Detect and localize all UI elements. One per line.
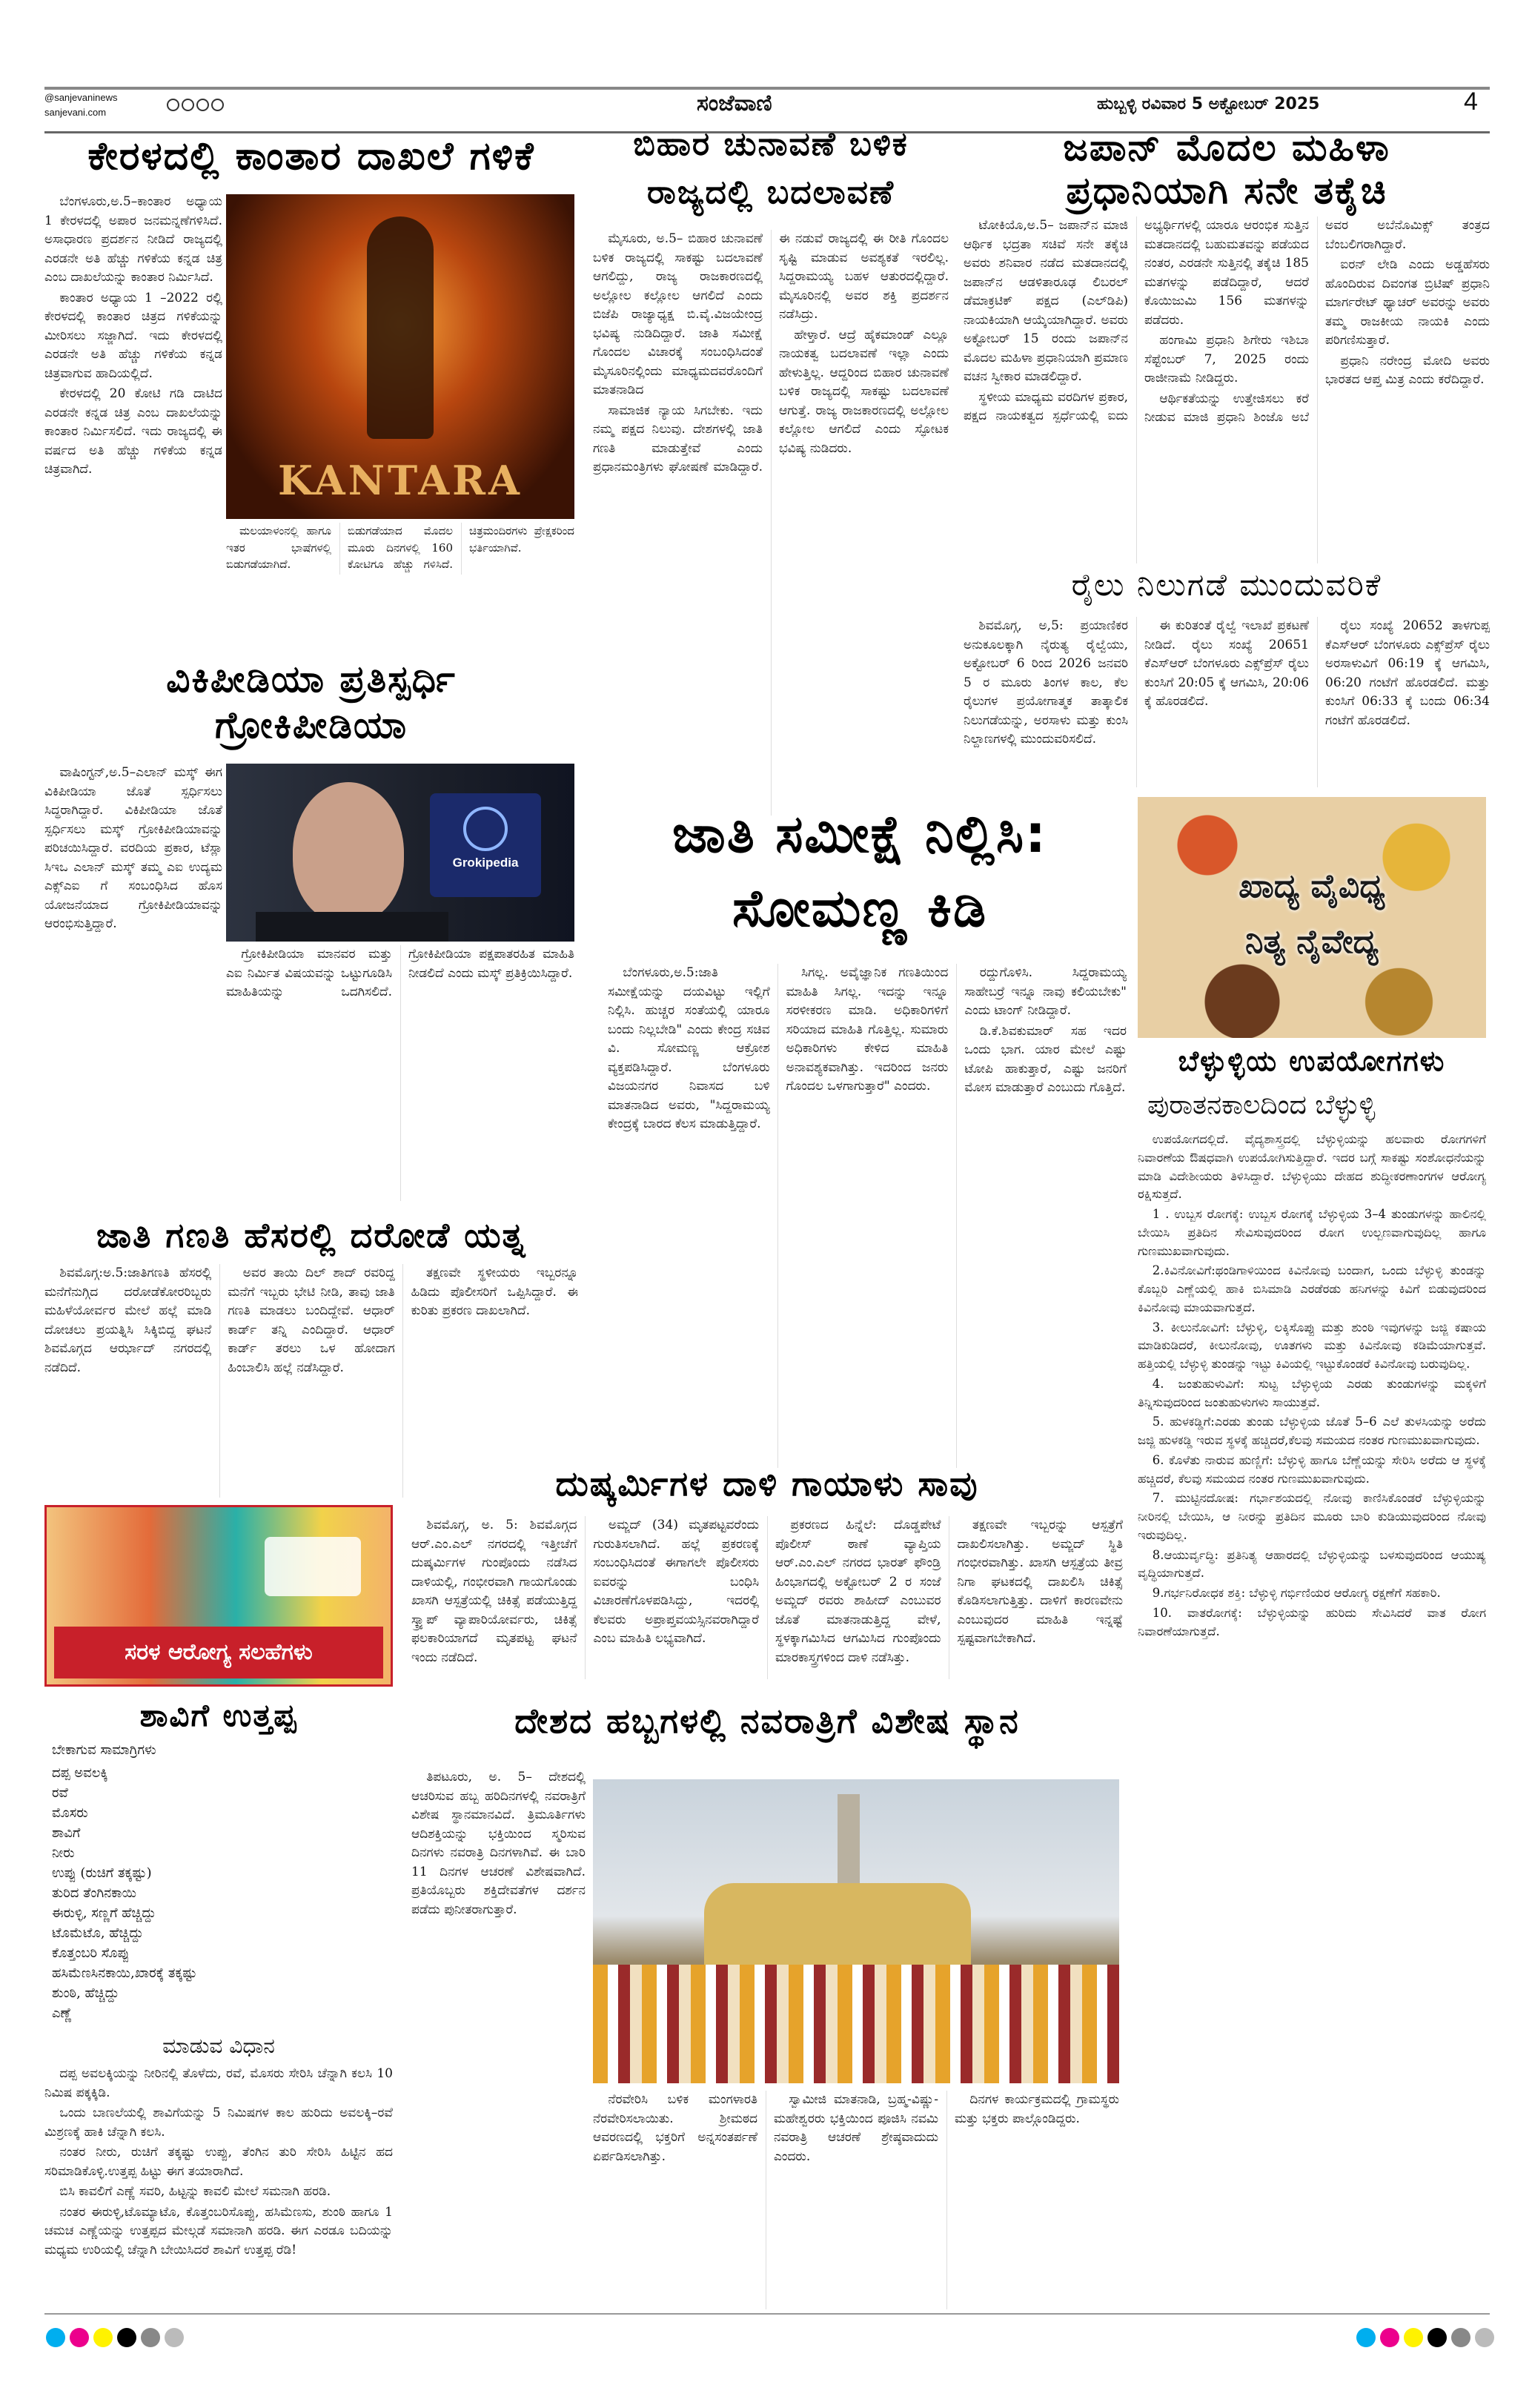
ingredient-item: ದಪ್ಪ ಅವಲಕ್ಕಿ: [52, 1765, 108, 1781]
method-body: [44, 2065, 393, 2309]
wiki-caption: ಗ್ರೋಕಿಪೀಡಿಯಾ ಮಾನವರ ಮತ್ತು ಎಐ ನಿರ್ಮಿತ ವಿಷಯವನ್ನು ಒಟ್ಟುಗೂಡಿಸಿ ಮಾಹಿತಿಯನ್ನು ಒದಗಿಸಲಿದೆ. ಗ್ರೋಕಿಪೀಡಿಯಾ ಪಕ್ಷಪಾತರಹಿತ ಮಾಹಿತಿ ನೀಡಲಿದೆ ಎಂದು ಮಸ್ಕ್ ಪ್ರತಿಕ್ರಿಯಿಸಿದ್ದಾರೆ.: [226, 947, 574, 999]
wiki-body: ವಾಷಿಂಗ್ಟನ್,ಅ.5–ಎಲಾನ್ ಮಸ್ಕ್ ಈಗ ವಿಕಿಪೀಡಿಯಾ ಜೊತೆ ಸ್ಪರ್ಧಿಸಲು ಸಿದ್ಧರಾಗಿದ್ದಾರೆ. ವಿಕಿಪೀಡಿಯಾ ಜೊತೆ ಸ್ಪರ್ಧಿಸಲು ಮಸ್ಕ್ ಗ್ರೋಕಿಪೀಡಿಯಾವನ್ನು ಪರಿಚಯಿಸಿದ್ದಾರೆ. ವರದಿಯ ಪ್ರಕಾರ, ಟೆಸ್ಲಾ ಸಿಇಒ ಎಲಾನ್ ಮಸ್ಕ್ ತಮ್ಮ ಎಐ ಉದ್ಯಮ ಎಕ್ಸ್‌ಎಐ ಗೆ ಸಂಬಂಧಿಸಿದ ಹೊಸ ಯೋಜನೆಯಾದ ಗ್ರೋಕಿಪೀಡಿಯಾವನ್ನು ಆರಂಭಿಸುತ್ತಿದ್ದಾರೆ.: [44, 765, 222, 931]
method-step: ನಂತರ ನೀರು, ರುಚಿಗೆ ತಕ್ಕಷ್ಟು ಉಪ್ಪು, ತೆಂಗಿನ ತುರಿ ಸೇರಿಸಿ ಹಿಟ್ಟಿನ ಹದ ಸರಿಮಾಡಿಕೊಳ್ಳಿ.ಉತ್ತಪ್ಪ ಹಿಟ್ಟು ಈಗ ತಯಾರಾಗಿದೆ.: [44, 2145, 393, 2179]
youtube-icon[interactable]: [196, 99, 209, 111]
garlic-use-item: 9.ಗರ್ಭನಿರೋಧಕ ಶಕ್ತಿ: ಬೆಳ್ಳುಳ್ಳಿ ಗರ್ಭಿಣಿಯರ ಆರೋಗ್ಯ ರಕ್ಷಣೆಗೆ ಸಹಕಾರಿ.: [1152, 1586, 1441, 1600]
ingredient-item: ಹಸಿಮೆಣಸಿನಕಾಯಿ,ಖಾರಕ್ಕೆ ತಕ್ಕಷ್ಟು: [52, 1965, 197, 1981]
figure-silhouette: [367, 216, 434, 439]
japan-body: ಟೋಕಿಯೊ,ಅ.5– ಜಪಾನ್‌ನ ಮಾಜಿ ಆರ್ಥಿಕ ಭದ್ರತಾ ಸಚಿವೆ ಸನೇ ತಕೈಚಿ ಅವರು ಶನಿವಾರ ನಡೆದ ಮತದಾನದಲ್ಲಿ ಜಪಾನ್‌ನ ಆಡಳಿತಾರೂಢ ಲಿಬರಲ್ ಡೆಮಾಕ್ರಟಿಕ್ ಪಕ್ಷದ (ಎಲ್‌ಡಿಪಿ) ನಾಯಕಿಯಾಗಿ ಆಯ್ಕೆಯಾಗಿದ್ದಾರೆ. ಅವರು ಅಕ್ಟೋಬರ್ 15 ರಂದು ಜಪಾನ್‌ನ ಮೊದಲ ಮಹಿಳಾ ಪ್ರಧಾನಿಯಾಗಿ ಪ್ರಮಾಣ ವಚನ ಸ್ವೀಕಾರ ಮಾಡಲಿದ್ದಾರೆ. ಸ್ಥಳೀಯ ಮಾಧ್ಯಮ ವರದಿಗಳ ಪ್ರಕಾರ, ಪಕ್ಷದ ನಾಯಕತ್ವದ ಸ್ಪರ್ಧೆಯಲ್ಲಿ ಐದು ಅಭ್ಯರ್ಥಿಗಳಲ್ಲಿ ಯಾರೂ ಆರಂಭಿಕ ಸುತ್ತಿನ ಮತದಾನದಲ್ಲಿ ಬಹುಮತವನ್ನು ಪಡೆಯದ ನಂತರ, ಎರಡನೇ ಸುತ್ತಿನಲ್ಲಿ ತಕೈಚಿ 185 ಮತಗಳನ್ನು ಪಡೆದಿದ್ದಾರೆ, ಆದರೆ ಕೊಯಿಜುಮಿ 156 ಮತಗಳನ್ನು ಪಡೆದರು. ಹಂಗಾಮಿ ಪ್ರಧಾನಿ ಶಿಗೇರು ಇಶಿಬಾ ಸೆಪ್ಟೆಂಬರ್ 7, 2025 ರಂದು ರಾಜೀನಾಮೆ ನೀಡಿದ್ದರು. ಆರ್ಥಿಕತೆಯನ್ನು ಉತ್ತೇಜಿಸಲು ಕರೆ ನೀಡುವ ಮಾಜಿ ಪ್ರಧಾನಿ ಶಿಂಜೊ ಅಬೆ ಅವರ ಅಬೆನೊಮಿಕ್ಸ್ ತಂತ್ರದ ಬೆಂಬಲಿಗರಾಗಿದ್ದಾರೆ. ಐರನ್ ಲೇಡಿ ಎಂದು ಅಡ್ಡಹೆಸರು ಹೊಂದಿರುವ ದಿವಂಗತ ಬ್ರಿಟಿಷ್ ಪ್ರಧಾನಿ ಮಾರ್ಗರೇಟ್ ಥ್ಯಾಚರ್ ಅವರನ್ನು ಅವರು ತಮ್ಮ ರಾಜಕೀಯ ನಾಯಕಿ ಎಂದು ಪರಿಗಣಿಸುತ್ತಾರೆ. ಪ್ರಧಾನಿ ನರೇಂದ್ರ ಮೋದಿ ಅವರು ಭಾರತದ ಆಪ್ತ ಮಿತ್ರ ಎಂದು ಕರೆದಿದ್ದಾರೆ.: [964, 218, 1490, 425]
garlic-subhead: ಪುರಾತನಕಾಲದಿಂದ ಬೆಳ್ಳುಳ್ಳಿ: [1147, 1090, 1376, 1120]
garlic-use-item: 6. ಕೊಳೆತು ನಾರುವ ಹುಣ್ಣಿಗೆ: ಬೆಳ್ಳುಳ್ಳಿ ಹಾಗೂ ಬೆಣ್ಣೆಯನ್ನು ಸೇರಿಸಿ ಅರೆದು ಆ ಸ್ಥಳಕ್ಕೆ ಹಚ್ಚಿದರೆ, ಕೆಲವು ಸಮಯದ ನಂತರ ಗುಣಮುಖವಾಗುವುದು.: [1138, 1452, 1486, 1486]
ingredient-item: ಶುಂಠಿ, ಹೆಚ್ಚಿದ್ದು: [52, 1985, 119, 2001]
somanna-headline-1: ಜಾತಿ ಸಮೀಕ್ಷೆ ನಿಲ್ಲಿಸಿ:: [672, 804, 1047, 864]
ingredients-list: [52, 1763, 197, 2023]
ingredient-item: ಎಣ್ಣೆ: [52, 2005, 73, 2021]
ingredient-item: ಉಪ್ಪು (ರುಚಿಗೆ ತಕ್ಕಷ್ಟು): [52, 1865, 152, 1881]
garlic-use-item: 5. ಹುಳಕಡ್ಡಿಗೆ:ಎರಡು ತುಂಡು ಬೆಳ್ಳುಳ್ಳಿಯ ಜೊತೆ 5–6 ಎಲೆ ತುಳಸಿಯನ್ನು ಅರೆದು ಜಜ್ಜಿ ಹುಳಕಡ್ಡಿ ಇರುವ ಸ್ಥಳಕ್ಕೆ ಹಚ್ಚಿದರೆ,ಕೆಲವು ಸಮಯದ ನಂತರ ಗುಣಮುಖವಾಗುವುದು.: [1138, 1415, 1486, 1447]
spice-text-1: ಖಾದ್ಯ ವೈವಿಧ್ಯ: [1238, 867, 1385, 905]
recipe-title: ಶಾವಿಗೆ ಉತ್ತಪ್ಪ: [139, 1697, 298, 1733]
grokipedia-logo: Grokipedia: [430, 793, 541, 897]
registration-dot: [1356, 2328, 1376, 2347]
somanna-headline-2: ಸೋಮಣ್ಣ ಕಿಡಿ: [732, 878, 988, 939]
method-step: ನಂತರ ಈರುಳ್ಳಿ,ಟೊಮ್ಯಾಟೊ, ಕೊತ್ತಂಬರಿಸೊಪ್ಪು, ಹಸಿಮೆಣಸು, ಶುಂಠಿ ಹಾಗೂ 1 ಚಮಚ ಎಣ್ಣೆಯನ್ನು ಉತ್ತಪ್ಪದ ಮೇಲ್ಗಡೆ ಸಮಾನಾಗಿ ಹರಡಿ. ಈಗ ಎರಡೂ ಬದಿಯನ್ನು ಮಧ್ಯಮ ಉರಿಯಲ್ಲಿ ಚೆನ್ನಾಗಿ ಬೇಯಿಸಿದರೆ ಶಾವಿಗೆ ಉತ್ತಪ್ಪ ರೆಡಿ!: [44, 2204, 393, 2258]
method-step: ಬಿಸಿ ಕಾವಲಿಗೆ ಎಣ್ಣೆ ಸವರಿ, ಹಿಟ್ಟನ್ನು ಕಾವಲಿ ಮೇಲೆ ಸಮನಾಗಿ ಹರಡಿ.: [59, 2184, 331, 2199]
registration-dot: [1427, 2328, 1447, 2347]
method-heading: ಮಾಡುವ ವಿಧಾನ: [162, 2034, 275, 2058]
registration-dot: [93, 2328, 113, 2347]
page-number: 4: [1464, 87, 1478, 116]
kantara-poster-image: [226, 194, 574, 519]
ingredient-item: ಟೊಮೆಟೊ, ಹೆಚ್ಚಿದ್ದು: [52, 1925, 144, 1941]
masthead-date: ಹುಬ್ಬಳ್ಳಿ ರವಿವಾರ 5 ಅಕ್ಟೋಬರ್ 2025: [1097, 95, 1320, 113]
registration-dot: [165, 2328, 184, 2347]
masthead-logo: ಸಂಜೆವಾಣಿ: [697, 90, 772, 116]
registration-dot: [1380, 2328, 1399, 2347]
wiki-headline-2: ಗ್ರೋಕಿಪೀಡಿಯಾ: [214, 704, 408, 747]
kantara-caption: ಮಲಯಾಳಂನಲ್ಲಿ ಹಾಗೂ ಇತರ ಭಾಷೆಗಳಲ್ಲಿ ಬಿಡುಗಡೆಯಾಗಿದೆ. ಬಿಡುಗಡೆಯಾದ ಮೊದಲ ಮೂರು ದಿನಗಳಲ್ಲಿ 160 ಕೋಟಿಗೂ ಹೆಚ್ಚು ಗಳಿಸಿದೆ. ಚಿತ್ರಮಂದಿರಗಳು ಪ್ರೇಕ್ಷಕರಿಂದ ಭರ್ತಿಯಾಗಿವೆ.: [226, 524, 574, 571]
garlic-body: ಉಪಯೋಗದಲ್ಲಿದೆ. ವೈದ್ಯಶಾಸ್ತ್ರದಲ್ಲಿ ಬೆಳ್ಳುಳ್ಳಿಯನ್ನು ಹಲವಾರು ರೋಗಗಳಿಗೆ ನಿವಾರಣೆಯ ಔಷಧವಾಗಿ ಉಪಯೋಗಿಸುತ್ತಿದ್ದಾರೆ. ಇದರ ಬಗ್ಗೆ ಸಾಕಷ್ಟು ಸಂಶೋಧನೆಯನ್ನು ಮಾಡಿ ವಿದೇಶೀಯರು ತಿಳಿಸಿದ್ದಾರೆ. ಬೆಳ್ಳುಳ್ಳಿಯು ದೇಹದ ಶುದ್ಧೀಕರಣಾಂಗಗಳ ಆರೋಗ್ಯ ರಕ್ಷಿಸುತ್ತದೆ. 1 . ಉಬ್ಬಸ ರೋಗಕ್ಕೆ: ಉಬ್ಬಸ ರೋಗಕ್ಕೆ ಬೆಳ್ಳುಳ್ಳಿಯ 3–4 ತುಂಡುಗಳನ್ನು ಹಾಲಿನಲ್ಲಿ ಬೇಯಿಸಿ ಪ್ರತಿದಿನ ಸೇವಿಸುವುದರಿಂದ ರೋಗ ಉಲ್ಬಣವಾಗುವುದಿಲ್ಲ ಹಾಗೂ ಗುಣಮುಖವಾಗುವುದು. 2.ಕಿವಿನೋವಿಗೆ:ಥಂಡಿಗಾಳಿಯಿಂದ ಕಿವಿನೋವು ಬಂದಾಗ, ಒಂದು ಬೆಳ್ಳುಳ್ಳಿ ತುಂಡನ್ನು ಕೊಬ್ಬರಿ ಎಣ್ಣೆಯಲ್ಲಿ ಹಾಕಿ ಬಿಸಿಮಾಡಿ ಎರಡೆರಡು ಹನಿಗಳನ್ನು ಕಿವಿಗೆ ಬಿಡುವುದರಿಂದ ಕಿವಿನೋವು ಮಾಯವಾಗುತ್ತದೆ. 3. ಕೀಲುನೋವಿಗೆ: ಬೆಳ್ಳುಳ್ಳಿ, ಲಕ್ಕಿಸೊಪ್ಪು ಮತ್ತು ಶುಂಠಿ ಇವುಗಳನ್ನು ಜಜ್ಜಿ ಕಷಾಯ ಮಾಡಿಕುಡಿದರೆ, ಕೀಲುನೋವು, ಊತಗಳು ಮತ್ತು ಕಿವಿನೋವು ಕಡಿಮೆಯಾಗುತ್ತವೆ. ಹತ್ತಿಯಲ್ಲಿ ಬೆಳ್ಳುಳ್ಳಿ ತುಂಡನ್ನು ಇಟ್ಟು ಕಿವಿಯಲ್ಲಿ ಇಟ್ಟುಕೊಂಡರೆ ಕಿವಿನೋವು ಬರುವುದಿಲ್ಲ. 4. ಜಂತುಹುಳುವಿಗೆ: ಸುಟ್ಟ ಬೆಳ್ಳುಳ್ಳಿಯ ಎರಡು ತುಂಡುಗಳನ್ನು ಮಕ್ಕಳಿಗೆ ತಿನ್ನಿಸುವುದರಿಂದ ಜಂತುಹುಳುಗಳು ಸಾಯುತ್ತವೆ. 5. ಹುಳಕಡ್ಡಿಗೆ:ಎರಡು ತುಂಡು ಬೆಳ್ಳುಳ್ಳಿಯ ಜೊತೆ 5–6 ಎಲೆ ತುಳಸಿಯನ್ನು ಅರೆದು ಜಜ್ಜಿ ಹುಳಕಡ್ಡಿ ಇರುವ ಸ್ಥಳಕ್ಕೆ ಹಚ್ಚಿದರೆ,ಕೆಲವು ಸಮಯದ ನಂತರ ಗುಣಮುಖವಾಗುವುದು. 6. ಕೊಳೆತು ನಾರುವ ಹುಣ್ಣಿಗೆ: ಬೆಳ್ಳುಳ್ಳಿ ಹಾಗೂ ಬೆಣ್ಣೆಯನ್ನು ಸೇರಿಸಿ ಅರೆದು ಆ ಸ್ಥಳಕ್ಕೆ ಹಚ್ಚಿದರೆ, ಕೆಲವು ಸಮಯದ ನಂತರ ಗುಣಮುಖವಾಗುವುದು. 7. ಮುಟ್ಟಿನದೋಷ: ಗರ್ಭಾಶಯದಲ್ಲಿ ನೋವು ಕಾಣಿಸಿಕೊಂಡರೆ ಬೆಳ್ಳುಳ್ಳಿಯನ್ನು ನೀರಿನಲ್ಲಿ ಬೇಯಿಸಿ, ಆ ನೀರನ್ನು ಪ್ರತಿದಿನ ಮೂರು ಬಾರಿ ಕುಡಿಯುವುದರಿಂದ ನೋವು ಇರುವುದಿಲ್ಲ. 8.ಆಯುರ್ವೃದ್ಧಿ: ಪ್ರತಿನಿತ್ಯ ಆಹಾರದಲ್ಲಿ ಬೆಳ್ಳುಳ್ಳಿಯನ್ನು ಬಳಸುವುದರಿಂದ ಆಯುಷ್ಯ ವೃದ್ಧಿಯಾಗುತ್ತದೆ. 9.ಗರ್ಭನಿರೋಧಕ ಶಕ್ತಿ: ಬೆಳ್ಳುಳ್ಳಿ ಗರ್ಭಿಣಿಯರ ಆರೋಗ್ಯ ರಕ್ಷಣೆಗೆ ಸಹಕಾರಿ. 10. ವಾತರೋಗಕ್ಕೆ: ಬೆಳ್ಳುಳ್ಳಿಯನ್ನು ಹುರಿದು ಸೇವಿಸಿದರೆ ವಾತ ರೋಗ ನಿವಾರಣೆಯಾಗುತ್ತದೆ.: [1138, 1131, 1486, 2309]
jati-ganati-body: ಶಿವಮೊಗ್ಗ:ಅ.5:ಜಾತಿಗಣತಿ ಹೆಸರಲ್ಲಿ ಮನೆಗೆನುಗ್ಗಿದ ದರೋಡೆಕೋರರಿಬ್ಬರು ಮಹಿಳೆಯೋರ್ವರ ಮೇಲೆ ಹಲ್ಲೆ ಮಾಡಿ ದೋಚಲು ಪ್ರಯತ್ನಿಸಿ ಸಿಕ್ಕಿಬಿದ್ದ ಘಟನೆ ಶಿವಮೊಗ್ಗದ ಆರ್ಝಾದ್ ನಗರದಲ್ಲಿ ನಡೆದಿದೆ. ಅವರ ತಾಯಿ ದಿಲ್ ಶಾದ್ ರವರಿದ್ದ ಮನೆಗೆ ಇಬ್ಬರು ಭೇಟಿ ನೀಡಿ, ತಾವು ಜಾತಿ ಗಣತಿ ಮಾಡಲು ಬಂದಿದ್ದೇವೆ. ಆಧಾರ್ ಕಾರ್ಡ್ ತನ್ನಿ ಎಂದಿದ್ದಾರೆ. ಆಧಾರ್ ಕಾರ್ಡ್ ತರಲು ಒಳ ಹೋದಾಗ ಹಿಂಬಾಲಿಸಿ ಹಲ್ಲೆ ನಡೆಸಿದ್ದಾರೆ. ತಕ್ಷಣವೇ ಸ್ಥಳೀಯರು ಇಬ್ಬರನ್ನೂ ಹಿಡಿದು ಪೊಲೀಸರಿಗೆ ಒಪ್ಪಿಸಿದ್ದಾರೆ. ಈ ಕುರಿತು ಪ್ರಕರಣ ದಾಖಲಾಗಿದೆ.: [44, 1266, 578, 1375]
temple-structure: [704, 1883, 971, 1965]
bihar-headline-2: ರಾಜ್ಯದಲ್ಲಿ ಬದಲಾವಣೆ: [647, 173, 895, 211]
crowd: [593, 1965, 1119, 2083]
garlic-use-item: 1 . ಉಬ್ಬಸ ರೋಗಕ್ಕೆ: ಉಬ್ಬಸ ರೋಗಕ್ಕೆ ಬೆಳ್ಳುಳ್ಳಿಯ 3–4 ತುಂಡುಗಳನ್ನು ಹಾಲಿನಲ್ಲಿ ಬೇಯಿಸಿ ಪ್ರತಿದಿನ ಸೇವಿಸುವುದರಿಂದ ರೋಗ ಉಲ್ಬಣವಾಗುವುದಿಲ್ಲ ಹಾಗೂ ಗುಣಮುಖವಾಗುವುದು.: [1138, 1207, 1486, 1258]
temple-event-photo: [593, 1779, 1119, 2083]
ingredient-item: ನೀರು: [52, 1845, 75, 1861]
bihar-body: ಮೈಸೂರು, ಅ.5– ಬಿಹಾರ ಚುನಾವಣೆ ಬಳಿಕ ರಾಜ್ಯದಲ್ಲಿ ಸಾಕಷ್ಟು ಬದಲಾವಣೆ ಆಗಲಿದ್ದು, ರಾಜ್ಯ ರಾಜಕಾರಣದಲ್ಲಿ ಅಲ್ಲೋಲ ಕಲ್ಲೋಲ ಆಗಲಿದೆ ಎಂದು ಬಿಜೆಪಿ ರಾಜ್ಯಾಧ್ಯಕ್ಷ ಬಿ.ವೈ.ವಿಜಯೇಂದ್ರ ಭವಿಷ್ಯ ನುಡಿದಿದ್ದಾರೆ. ಜಾತಿ ಸಮೀಕ್ಷೆ ಗೊಂದಲ ವಿಚಾರಕ್ಕೆ ಸಂಬಂಧಿಸಿದಂತೆ ಮೈಸೂರಿನಲ್ಲಿಂದು ಮಾಧ್ಯಮದವರೊಂದಿಗೆ ಮಾತನಾಡಿದ ಸಾಮಾಜಿಕ ನ್ಯಾಯ ಸಿಗಬೇಕು. ಇದು ನಮ್ಮ ಪಕ್ಷದ ನಿಲುವು. ದೇಶಗಳಲ್ಲಿ ಜಾತಿ ಗಣತಿ ಮಾಡುತ್ತೇವೆ ಎಂದು ಪ್ರಧಾನಮಂತ್ರಿಗಳು ಘೋಷಣೆ ಮಾಡಿದ್ದಾರೆ. ಈ ನಡುವೆ ರಾಜ್ಯದಲ್ಲಿ ಈ ರೀತಿ ಗೊಂದಲ ಸೃಷ್ಟಿ ಮಾಡುವ ಅವಶ್ಯಕತೆ ಇರಲಿಲ್ಲ. ಸಿದ್ದರಾಮಯ್ಯ ಬಹಳ ಆತುರದಲ್ಲಿದ್ದಾರೆ. ಮೈಸೂರಿನಲ್ಲಿ ಅವರ ಶಕ್ತಿ ಪ್ರದರ್ಶನ ನಡೆಸಿದ್ರು. ಹೇಳ್ತಾರೆ. ಆದ್ರೆ ಹೈಕಮಾಂಡ್ ಎಲ್ಲೂ ನಾಯಕತ್ವ ಬದಲಾವಣೆ ಇಲ್ಲಾ ಎಂದು ಹೇಳುತ್ತಿಲ್ಲ. ಆದ್ದರಿಂದ ಬಿಹಾರ ಚುನಾವಣೆ ಬಳಿಕ ರಾಜ್ಯದಲ್ಲಿ ಸಾಕಷ್ಟು ಬದಲಾವಣೆ ಆಗುತ್ತೆ. ರಾಜ್ಯ ರಾಜಕಾರಣದಲ್ಲಿ ಅಲ್ಲೋಲ ಕಲ್ಲೋಲ ಆಗಲಿದೆ ಎಂದು ಸ್ಫೋಟಕ ಭವಿಷ್ಯ ನುಡಿದರು.: [593, 231, 949, 474]
japan-headline-2: ಪ್ರಧಾನಿಯಾಗಿ ಸನೇ ತಕೈಚಿ: [1066, 169, 1387, 212]
health-banner-label: ಸರಳ ಆರೋಗ್ಯ ಸಲಹೆಗಳು: [54, 1627, 383, 1678]
navaratri-headline: ದೇಶದ ಹಬ್ಬಗಳಲ್ಲಿ ನವರಾತ್ರಿಗೆ ವಿಶೇಷ ಸ್ಥಾನ: [514, 1701, 1020, 1741]
registration-dot: [141, 2328, 160, 2347]
masthead-handle: @sanjevaninews: [44, 92, 118, 103]
garlic-use-item: 2.ಕಿವಿನೋವಿಗೆ:ಥಂಡಿಗಾಳಿಯಿಂದ ಕಿವಿನೋವು ಬಂದಾಗ, ಒಂದು ಬೆಳ್ಳುಳ್ಳಿ ತುಂಡನ್ನು ಕೊಬ್ಬರಿ ಎಣ್ಣೆಯಲ್ಲಿ ಹಾಕಿ ಬಿಸಿಮಾಡಿ ಎರಡೆರಡು ಹನಿಗಳನ್ನು ಕಿವಿಗೆ ಬಿಡುವುದರಿಂದ ಕಿವಿನೋವು ಮಾಯವಾಗುತ್ತದೆ.: [1138, 1263, 1486, 1314]
elon-musk-photo: [226, 764, 574, 942]
ingredient-item: ಮೊಸರು: [52, 1805, 88, 1821]
suit-shape: [256, 912, 448, 942]
health-tips-banner: [44, 1505, 393, 1687]
print-registration-dots-right: [1356, 2328, 1494, 2347]
ingredient-item: ತುರಿದ ತೆಂಗಿನಕಾಯಿ: [52, 1885, 136, 1901]
garlic-use-item: 8.ಆಯುರ್ವೃದ್ಧಿ: ಪ್ರತಿನಿತ್ಯ ಆಹಾರದಲ್ಲಿ ಬೆಳ್ಳುಳ್ಳಿಯನ್ನು ಬಳಸುವುದರಿಂದ ಆಯುಷ್ಯ ವೃದ್ಧಿಯಾಗುತ್ತದೆ.: [1138, 1547, 1486, 1581]
railway-headline: ರೈಲು ನಿಲುಗಡೆ ಮುಂದುವರಿಕೆ: [1071, 566, 1382, 603]
registration-dot: [46, 2328, 65, 2347]
registration-dot: [1404, 2328, 1423, 2347]
family-icon: [265, 1537, 361, 1596]
garlic-use-item: 7. ಮುಟ್ಟಿನದೋಷ: ಗರ್ಭಾಶಯದಲ್ಲಿ ನೋವು ಕಾಣಿಸಿಕೊಂಡರೆ ಬೆಳ್ಳುಳ್ಳಿಯನ್ನು ನೀರಿನಲ್ಲಿ ಬೇಯಿಸಿ, ಆ ನೀರನ್ನು ಪ್ರತಿದಿನ ಮೂರು ಬಾರಿ ಕುಡಿಯುವುದರಿಂದ ನೋವು ಇರುವುದಿಲ್ಲ.: [1138, 1491, 1486, 1542]
dushkarmi-body: ಶಿವಮೊಗ್ಗ, ಅ. 5: ಶಿವಮೊಗ್ಗದ ಆರ್.ಎಂ.ಎಲ್ ನಗರದಲ್ಲಿ ಇತ್ತೀಚೆಗೆ ದುಷ್ಕರ್ಮಿಗಳ ಗುಂಪೊಂದು ನಡೆಸಿದ ದಾಳಿಯಲ್ಲಿ, ಗಂಭೀರವಾಗಿ ಗಾಯಗೊಂಡು ಖಾಸಗಿ ಆಸ್ಪತ್ರೆಯಲ್ಲಿ ಚಿಕಿತ್ಸೆ ಪಡೆಯುತ್ತಿದ್ದ ಸ್ಕ್ರ್ಯಾಪ್ ವ್ಯಾಪಾರಿಯೋರ್ವರು, ಚಿಕಿತ್ಸೆ ಫಲಕಾರಿಯಾಗದೆ ಮೃತಪಟ್ಟ ಘಟನೆ ಇಂದು ನಡೆದಿದೆ. ಅಮ್ಜದ್ (34) ಮೃತಪಟ್ಟವರೆಂದು ಗುರುತಿಸಲಾಗಿದೆ. ಹಲ್ಲೆ ಪ್ರಕರಣಕ್ಕೆ ಸಂಬಂಧಿಸಿದಂತೆ ಈಗಾಗಲೇ ಪೊಲೀಸರು ಐವರನ್ನು ಬಂಧಿಸಿ ವಿಚಾರಣೆಗೊಳಪಡಿಸಿದ್ದು, ಇದರಲ್ಲಿ ಕೆಲವರು ಅಪ್ರಾಪ್ತವಯಸ್ಸಿನವರಾಗಿದ್ದಾರೆ ಎಂಬ ಮಾಹಿತಿ ಲಭ್ಯವಾಗಿದೆ. ಪ್ರಕರಣದ ಹಿನ್ನೆಲೆ: ದೊಡ್ಡಪೇಟೆ ಪೊಲೀಸ್ ಠಾಣೆ ವ್ಯಾಪ್ತಿಯ ಆರ್.ಎಂ.ಎಲ್ ನಗರದ ಭಾರತ್ ಫೌಂಡ್ರಿ ಹಿಂಭಾಗದಲ್ಲಿ ಅಕ್ಟೋಬರ್ 2 ರ ಸಂಜೆ ಅಮ್ಜದ್ ರವರು ಶಾಹೀದ್ ಎಂಬುವರ ಜೊತೆ ಮಾತನಾಡುತ್ತಿದ್ದ ವೇಳೆ, ಸ್ಥಳಕ್ಕಾಗಮಿಸಿದ ಆಗಮಿಸಿದ ಗುಂಪೊಂದು ಮಾರಕಾಸ್ತ್ರಗಳಿಂದ ದಾಳಿ ನಡೆಸಿತ್ತು. ತಕ್ಷಣವೇ ಇಬ್ಬರನ್ನು ಆಸ್ಪತ್ರೆಗೆ ದಾಖಲಿಸಲಾಗಿತ್ತು. ಅಮ್ಜದ್ ಸ್ಥಿತಿ ಗಂಭೀರವಾಗಿತ್ತು. ಖಾಸಗಿ ಆಸ್ಪತ್ರೆಯ ತೀವ್ರ ನಿಗಾ ಘಟಕದಲ್ಲಿ ದಾಖಲಿಸಿ ಚಿಕಿತ್ಸೆ ಕೊಡಿಸಲಾಗುತ್ತಿತ್ತು. ದಾಳಿಗೆ ಕಾರಣವೇನು ಎಂಬುವುದರ ಮಾಹಿತಿ ಇನ್ನಷ್ಟೆ ಸ್ಪಷ್ಟವಾಗಬೇಕಾಗಿದೆ.: [411, 1518, 1123, 1665]
wiki-headline-1: ವಿಕಿಪೀಡಿಯಾ ಪ್ರತಿಸ್ಪರ್ಧಿ: [166, 658, 457, 701]
ingredient-item: ಕೊತ್ತಂಬರಿ ಸೊಪ್ಪು: [52, 1945, 130, 1961]
kantara-logo: KANTARA: [278, 457, 523, 504]
grok-icon: [463, 807, 508, 851]
kerala-body: ಬೆಂಗಳೂರು,ಅ.5–ಕಾಂತಾರ ಅಧ್ಯಾಯ 1 ಕೇರಳದಲ್ಲಿ ಅಪಾರ ಜನಮನ್ನಣೆಗಳಿಸಿದೆ. ಅಸಾಧಾರಣ ಪ್ರದರ್ಶನ ನೀಡಿದೆ ರಾಜ್ಯದಲ್ಲಿ ಎರಡನೇ ಅತಿ ಹೆಚ್ಚು ಗಳಿಕೆಯ ಕನ್ನಡ ಚಿತ್ರ ಎಂಬ ದಾಖಲೆಯನ್ನು ಕಾಂತಾರ ನಿರ್ಮಿಸಿದೆ. ಕಾಂತಾರ ಅಧ್ಯಾಯ 1 –2022 ರಲ್ಲಿ ಕೇರಳದಲ್ಲಿ ಕಾಂತಾರ ಚಿತ್ರದ ಗಳಿಕೆಯನ್ನು ಮೀರಿಸಲು ಸಜ್ಜಾಗಿದೆ. ಇದು ಕೇರಳದಲ್ಲಿ ಎರಡನೇ ಅತಿ ಹೆಚ್ಚು ಗಳಿಕೆಯ ಕನ್ನಡ ಚಿತ್ರವಾಗುವ ಹಾದಿಯಲ್ಲಿದೆ. ಕೇರಳದಲ್ಲಿ 20 ಕೋಟಿ ಗಡಿ ದಾಟಿದ ಎರಡನೇ ಕನ್ನಡ ಚಿತ್ರ ಎಂಬ ದಾಖಲೆಯನ್ನು ಕಾಂತಾರ ನಿರ್ಮಿಸಲಿದೆ. ಇದು ರಾಜ್ಯದಲ್ಲಿ ಈ ವರ್ಷದ ಅತಿ ಹೆಚ್ಚು ಗಳಿಕೆಯ ಕನ್ನಡ ಚಿತ್ರವಾಗಿದೆ.: [44, 194, 222, 477]
bottom-rule: [44, 2313, 1490, 2315]
registration-dot: [70, 2328, 89, 2347]
registration-dot: [1451, 2328, 1470, 2347]
garlic-use-item: 10. ವಾತರೋಗಕ್ಕೆ: ಬೆಳ್ಳುಳ್ಳಿಯನ್ನು ಹುರಿದು ಸೇವಿಸಿದರೆ ವಾತ ರೋಗ ನಿವಾರಣೆಯಾಗುತ್ತದೆ.: [1138, 1605, 1486, 1638]
print-registration-dots-left: [46, 2328, 184, 2347]
top-rule: [44, 87, 1490, 90]
garlic-use-item: 4. ಜಂತುಹುಳುವಿಗೆ: ಸುಟ್ಟ ಬೆಳ್ಳುಳ್ಳಿಯ ಎರಡು ತುಂಡುಗಳನ್ನು ಮಕ್ಕಳಿಗೆ ತಿನ್ನಿಸುವುದರಿಂದ ಜಂತುಹುಳುಗಳು ಸಾಯುತ್ತವೆ.: [1138, 1376, 1486, 1409]
masthead-site: sanjevani.com: [44, 107, 107, 118]
japan-headline-1: ಜಪಾನ್ ಮೊದಲ ಮಹಿಳಾ: [1063, 126, 1390, 169]
social-icons: [167, 99, 224, 111]
navaratri-body-bottom: ನೆರವೇರಿಸಿ ಬಳಿಕ ಮಂಗಳಾರತಿ ನೆರವೇರಿಸಲಾಯಿತು. ಶ್ರೀಮಠದ ಆವರಣದಲ್ಲಿ ಭಕ್ತರಿಗೆ ಅನ್ನಸಂತರ್ಪಣೆ ಏರ್ಪಡಿಸಲಾಗಿತ್ತು. ಸ್ವಾಮೀಜಿ ಮಾತನಾಡಿ, ಬ್ರಹ್ಮ-ವಿಷ್ಣು-ಮಹೇಶ್ವರರು ಭಕ್ತಿಯಿಂದ ಪೂಜಿಸಿ ನವಮಿ ನವರಾತ್ರಿ ಆಚರಣೆ ಶ್ರೇಷ್ಠವಾದುದು ಎಂದರು. ದಿನಗಳ ಕಾರ್ಯಕ್ರಮದಲ್ಲಿ ಗ್ರಾಮಸ್ಥರು ಮತ್ತು ಭಕ್ತರು ಪಾಲ್ಗೊಂಡಿದ್ದರು.: [593, 2092, 1119, 2164]
spices-image: [1138, 797, 1486, 1038]
dushkarmi-headline: ದುಷ್ಕರ್ಮಿಗಳ ದಾಳಿ ಗಾಯಾಳು ಸಾವು: [555, 1463, 979, 1504]
instagram-icon[interactable]: [182, 99, 194, 111]
method-step: ದಪ್ಪ ಅವಲಕ್ಕಿಯನ್ನು ನೀರಿನಲ್ಲಿ ತೊಳೆದು, ರವೆ, ಮೊಸರು ಸೇರಿಸಿ ಚೆನ್ನಾಗಿ ಕಲಸಿ 10 ನಿಮಿಷ ಪಕ್ಕಕ್ಕಿಡಿ.: [44, 2066, 393, 2100]
ingredient-item: ಈರುಳ್ಳಿ, ಸಣ್ಣಗೆ ಹೆಚ್ಚಿದ್ದು: [52, 1905, 156, 1921]
ingredient-item: ಶಾವಿಗೆ: [52, 1825, 81, 1841]
spice-text-2: ನಿತ್ಯ ನೈವೇದ್ಯ: [1245, 923, 1379, 961]
twitter-icon[interactable]: [211, 99, 224, 111]
registration-dot: [117, 2328, 136, 2347]
navaratri-body-left: ತಿಪಟೂರು, ಅ. 5– ದೇಶದಲ್ಲಿ ಆಚರಿಸುವ ಹಬ್ಬ ಹರಿದಿನಗಳಲ್ಲಿ ನವರಾತ್ರಿಗೆ ವಿಶೇಷ ಸ್ಥಾನಮಾನವಿದೆ. ತ್ರಿಮೂರ್ತಿಗಳು ಆದಿಶಕ್ತಿಯನ್ನು ಭಕ್ತಿಯಿಂದ ಸ್ಮರಿಸುವ ದಿನಗಳು ನವರಾತ್ರಿ ದಿನಗಳಾಗಿವೆ. ಈ ಬಾರಿ 11 ದಿನಗಳ ಆಚರಣೆ ವಿಶೇಷವಾಗಿದೆ. ಪ್ರತಿಯೊಬ್ಬರು ಶಕ್ತಿದೇವತೆಗಳ ದರ್ಶನ ಪಡೆದು ಪುನೀತರಾಗುತ್ತಾರೆ.: [411, 1770, 586, 1917]
registration-dot: [1475, 2328, 1494, 2347]
bihar-headline-1: ಬಿಹಾರ ಚುನಾವಣೆ ಬಳಿಕ: [633, 125, 909, 163]
facebook-icon[interactable]: [167, 99, 179, 111]
somanna-body: ಬೆಂಗಳೂರು,ಅ.5:ಜಾತಿ ಸಮೀಕ್ಷೆಯನ್ನು ದಯವಿಟ್ಟು ಇಲ್ಲಿಗೆ ನಿಲ್ಲಿಸಿ. ಹುಚ್ಚರ ಸಂತೆಯಲ್ಲಿ ಯಾರೂ ಬಂದು ನಿಲ್ಲಬೇಡಿ" ಎಂದು ಕೇಂದ್ರ ಸಚಿವ ವಿ. ಸೋಮಣ್ಣ ಆಕ್ರೋಶ ವ್ಯಕ್ತಪಡಿಸಿದ್ದಾರೆ. ಬೆಂಗಳೂರು ವಿಜಯನಗರ ನಿವಾಸದ ಬಳಿ ಮಾತನಾಡಿದ ಅವರು, "ಸಿದ್ದರಾಮಯ್ಯ ಕೇಂದ್ರಕ್ಕೆ ಬಾರದ ಕೆಲಸ ಮಾಡುತ್ತಿದ್ದಾರೆ. ಸಿಗಲ್ಲ. ಅವೈಜ್ಞಾನಿಕ ಗಣತಿಯಿಂದ ಮಾಹಿತಿ ಸಿಗಲ್ಲ. ಇದನ್ನು ಇನ್ನೂ ಸರಳೀಕರಣ ಮಾಡಿ. ಅಧಿಕಾರಿಗಳಿಗೆ ಸರಿಯಾದ ಮಾಹಿತಿ ಗೊತ್ತಿಲ್ಲ. ಸುಮಾರು ಅಧಿಕಾರಿಗಳು ಕೇಳಿದ ಮಾಹಿತಿ ಅನಾವಶ್ಯಕವಾಗಿತ್ತು. ಇದರಿಂದ ಜನರು ಗೊಂದಲ ಒಳಗಾಗುತ್ತಾರೆ" ಎಂದರು. ರದ್ದುಗೊಳಿಸಿ. ಸಿದ್ದರಾಮಯ್ಯ ಸಾಹೇಬರ್ರೆ ಇನ್ನೂ ನಾವು ಕಲಿಯಬೇಕು" ಎಂದು ಟಾಂಗ್ ನೀಡಿದ್ದಾರೆ. ಡಿ.ಕೆ.ಶಿವಕುಮಾರ್ ಸಹ ಇದರ ಒಂದು ಭಾಗ. ಯಾರ ಮೇಲೆ ಎಷ್ಟು ಟೋಪಿ ಹಾಕುತ್ತಾರೆ, ಎಷ್ಟು ಜನರಿಗೆ ಮೋಸ ಮಾಡುತ್ತಾರೆ ಎಂಬುದು ಗೊತ್ತಿದೆ.: [608, 965, 1127, 1131]
face-shape: [293, 782, 404, 923]
ingredient-item: ರವೆ: [52, 1785, 68, 1801]
kerala-headline: ಕೇರಳದಲ್ಲಿ ಕಾಂತಾರ ದಾಖಲೆ ಗಳಿಕೆ: [87, 134, 535, 179]
method-step: ಒಂದು ಬಾಣಲೆಯಲ್ಲಿ ಶಾವಿಗೆಯನ್ನು 5 ನಿಮಿಷಗಳ ಕಾಲ ಹುರಿದು ಅವಲಕ್ಕಿ–ರವೆ ಮಿಶ್ರಣಕ್ಕೆ ಹಾಕಿ ಚೆನ್ನಾಗಿ ಕಲಸಿ.: [44, 2106, 393, 2140]
jati-ganati-headline: ಜಾತಿ ಗಣತಿ ಹೆಸರಲ್ಲಿ ದರೋಡೆ ಯತ್ನ: [96, 1215, 527, 1255]
garlic-use-item: 3. ಕೀಲುನೋವಿಗೆ: ಬೆಳ್ಳುಳ್ಳಿ, ಲಕ್ಕಿಸೊಪ್ಪು ಮತ್ತು ಶುಂಠಿ ಇವುಗಳನ್ನು ಜಜ್ಜಿ ಕಷಾಯ ಮಾಡಿಕುಡಿದರೆ, ಕೀಲುನೋವು, ಊತಗಳು ಮತ್ತು ಕಿವಿನೋವು ಕಡಿಮೆಯಾಗುತ್ತವೆ. ಹತ್ತಿಯಲ್ಲಿ ಬೆಳ್ಳುಳ್ಳಿ ತುಂಡನ್ನು ಇಟ್ಟು ಕಿವಿಯಲ್ಲಿ ಇಟ್ಟುಕೊಂಡರೆ ಕಿವಿನೋವು ಬರುವುದಿಲ್ಲ.: [1138, 1320, 1486, 1371]
railway-body: ಶಿವಮೊಗ್ಗ, ಅ,5: ಪ್ರಯಾಣಿಕರ ಅನುಕೂಲಕ್ಕಾಗಿ ನೈರುತ್ಯ ರೈಲ್ವೆಯು, ಅಕ್ಟೋಬರ್ 6 ರಿಂದ 2026 ಜನವರಿ 5 ರ ಮೂರು ತಿಂಗಳ ಕಾಲ, ಕೆಲ ರೈಲುಗಳ ಪ್ರಯೋಗಾತ್ಮಕ ತಾತ್ಕಾಲಿಕ ನಿಲುಗಡೆಯನ್ನು, ಅರಸಾಳು ಮತ್ತು ಕುಂಸಿ ನಿಲ್ದಾಣಗಳಲ್ಲಿ ಮುಂದುವರಿಸಲಿದೆ. ಈ ಕುರಿತಂತೆ ರೈಲ್ವೆ ಇಲಾಖೆ ಪ್ರಕಟಣೆ ನೀಡಿದೆ. ರೈಲು ಸಂಖ್ಯೆ 20651 ಕೆಎಸ್‌ಆರ್ ಬೆಂಗಳೂರು ಎಕ್ಸ್‌ಪ್ರೆಸ್ ರೈಲು ಕುಂಸಿಗೆ 20:05 ಕ್ಕೆ ಆಗಮಿಸಿ, 20:06 ಕ್ಕೆ ಹೊರಡಲಿದೆ. ರೈಲು ಸಂಖ್ಯೆ 20652 ತಾಳಗುಪ್ಪ ಕೆಎಸ್‌ಆರ್ ಬೆಂಗಳೂರು ಎಕ್ಸ್‌ಪ್ರೆಸ್ ರೈಲು ಅರಸಾಳುವಿಗೆ 06:19 ಕ್ಕೆ ಆಗಮಿಸಿ, 06:20 ಗಂಟೆಗೆ ಹೊರಡಲಿದೆ. ಮತ್ತು ಕುಂಸಿಗೆ 06:33 ಕ್ಕೆ ಬಂದು 06:34 ಗಂಟೆಗೆ ಹೊರಡಲಿದೆ.: [964, 618, 1490, 747]
ingredients-heading: ಬೇಕಾಗುವ ಸಾಮಾಗ್ರಿಗಳು: [52, 1742, 156, 1758]
garlic-headline: ಬೆಳ್ಳುಳ್ಳಿಯ ಉಪಯೋಗಗಳು: [1178, 1045, 1446, 1077]
